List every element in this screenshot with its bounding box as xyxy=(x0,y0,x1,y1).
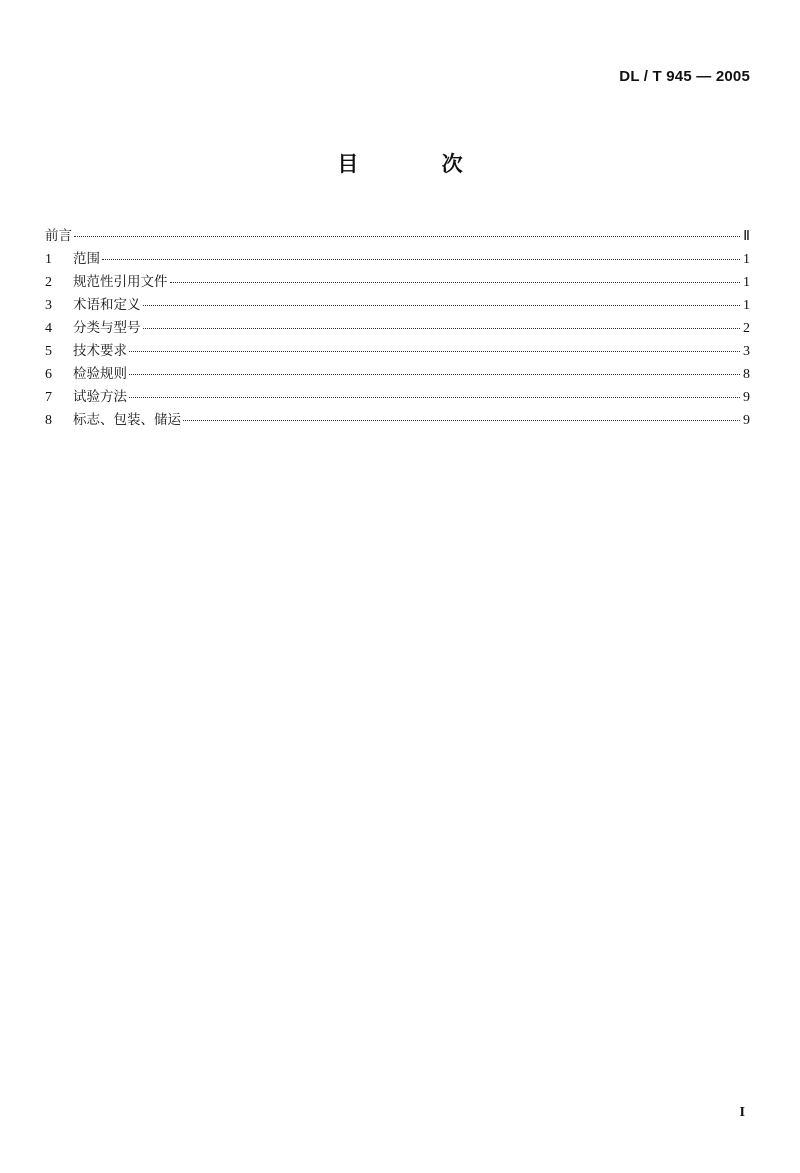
toc-entry-label: 技术要求 xyxy=(73,343,127,359)
toc-entry-number: 2 xyxy=(45,275,52,290)
toc-entry-page: 3 xyxy=(743,344,750,359)
toc-entry[interactable] xyxy=(45,293,750,316)
toc-entry-label: 前言 xyxy=(45,228,72,244)
toc-entry-page: 9 xyxy=(743,413,750,428)
toc-leader-dots xyxy=(143,305,741,306)
toc-entry[interactable] xyxy=(45,339,750,362)
toc-entry-page: 9 xyxy=(743,390,750,405)
toc-entry-page: 1 xyxy=(743,252,750,267)
table-of-contents xyxy=(45,224,750,431)
toc-entry-number: 8 xyxy=(45,413,52,428)
document-code: DL / T 945 — 2005 xyxy=(619,68,750,85)
page-title: 目 次 xyxy=(337,152,501,176)
toc-entry[interactable] xyxy=(45,408,750,431)
toc-entry-number: 3 xyxy=(45,298,52,313)
toc-entry-label: 分类与型号 xyxy=(73,320,141,336)
toc-entry-label: 术语和定义 xyxy=(73,297,141,313)
toc-entry-number: 1 xyxy=(45,252,52,267)
toc-entry-label: 标志、包装、储运 xyxy=(73,412,181,428)
toc-entry-number: 6 xyxy=(45,367,52,382)
toc-entry-number: 5 xyxy=(45,344,52,359)
toc-entry[interactable] xyxy=(45,247,750,270)
toc-entry[interactable] xyxy=(45,270,750,293)
toc-leader-dots xyxy=(183,420,740,421)
toc-entry-page: 8 xyxy=(743,367,750,382)
toc-entry-page: 1 xyxy=(743,275,750,290)
toc-leader-dots xyxy=(170,282,741,283)
toc-entry[interactable] xyxy=(45,362,750,385)
toc-leader-dots xyxy=(102,259,740,260)
toc-entry[interactable] xyxy=(45,385,750,408)
toc-leader-dots xyxy=(143,328,741,329)
toc-entry-page: Ⅱ xyxy=(743,229,750,244)
toc-entry-number: 7 xyxy=(45,390,52,405)
toc-entry-number: 4 xyxy=(45,321,52,336)
toc-entry-foreword[interactable] xyxy=(45,224,750,247)
toc-entry-page: 1 xyxy=(743,298,750,313)
toc-entry[interactable] xyxy=(45,316,750,339)
toc-entry-label: 检验规则 xyxy=(73,366,127,382)
toc-leader-dots xyxy=(129,374,740,375)
toc-leader-dots xyxy=(129,397,740,398)
toc-leader-dots xyxy=(129,351,740,352)
toc-entry-page: 2 xyxy=(743,321,750,336)
toc-entry-label: 试验方法 xyxy=(73,389,127,405)
toc-leader-dots xyxy=(74,236,740,237)
toc-entry-label: 规范性引用文件 xyxy=(73,274,168,290)
page-number: I xyxy=(739,1105,745,1120)
toc-entry-label: 范围 xyxy=(73,251,100,267)
